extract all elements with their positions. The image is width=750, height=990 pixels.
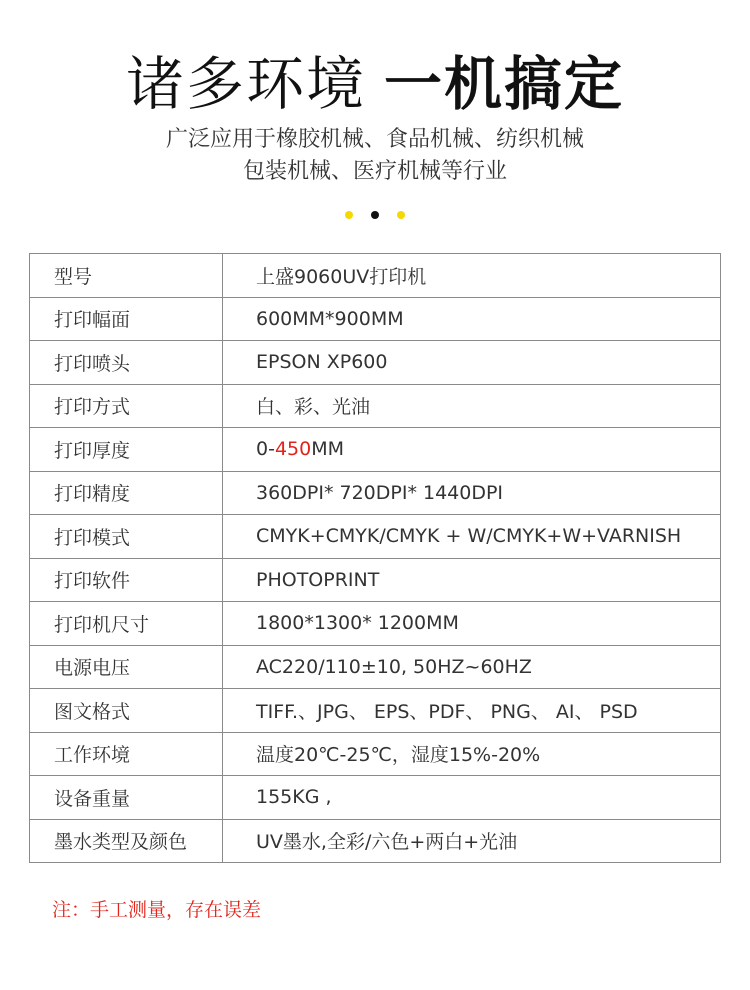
spec-value: 1800*1300* 1200MM	[223, 602, 721, 646]
spec-value: PHOTOPRINT	[223, 558, 721, 602]
spec-label: 设备重量	[30, 776, 223, 820]
subtitle-line-2: 包装机械、医疗机械等行业	[242, 159, 507, 184]
subtitle	[0, 124, 750, 188]
spec-label: 打印方式	[30, 384, 223, 428]
table-row	[30, 471, 721, 515]
table-row	[30, 732, 721, 776]
decorative-dots	[0, 211, 750, 221]
page-title	[0, 46, 750, 122]
spec-label: 打印模式	[30, 515, 223, 559]
spec-label: 墨水类型及颜色	[30, 819, 223, 863]
spec-value: CMYK+CMYK/CMYK + W/CMYK+W+VARNISH	[223, 515, 721, 559]
spec-label: 打印幅面	[30, 297, 223, 341]
spec-value: 360DPI* 720DPI* 1440DPI	[223, 471, 721, 515]
spec-label: 打印机尺寸	[30, 602, 223, 646]
spec-value: 温度20℃-25℃，湿度15%-20%	[223, 732, 721, 776]
spec-value: AC220/110±10, 50HZ~60HZ	[223, 645, 721, 689]
table-row	[30, 602, 721, 646]
title-light: 诸多环境	[125, 50, 366, 118]
spec-label: 电源电压	[30, 645, 223, 689]
yellow-dot-icon	[345, 211, 353, 219]
table-row	[30, 689, 721, 733]
thickness-highlight: 450	[274, 438, 312, 461]
yellow-dot-icon	[397, 211, 405, 219]
spec-value: TIFF.、JPG、 EPS、PDF、 PNG、 AI、 PSD	[223, 689, 721, 733]
spec-value: UV墨水,全彩/六色+两白+光油	[223, 819, 721, 863]
table-row	[30, 384, 721, 428]
spec-label: 打印喷头	[30, 341, 223, 385]
spec-label: 打印厚度	[30, 428, 223, 472]
spec-label: 工作环境	[30, 732, 223, 776]
spec-value: 白、彩、光油	[223, 384, 721, 428]
table-row	[30, 297, 721, 341]
spec-value: 600MM*900MM	[223, 297, 721, 341]
thickness-suffix: MM	[311, 438, 345, 461]
table-row	[30, 341, 721, 385]
spec-label: 打印精度	[30, 471, 223, 515]
table-row	[30, 645, 721, 689]
table-row	[30, 776, 721, 820]
table-row	[30, 428, 721, 472]
title-bold: 一机搞定	[384, 50, 625, 118]
spec-table	[29, 253, 721, 863]
measurement-note: 注：手工测量，存在误差	[52, 899, 262, 921]
spec-value: EPSON XP600	[223, 341, 721, 385]
spec-value	[223, 428, 721, 472]
spec-label: 型号	[30, 254, 223, 298]
thickness-prefix: 0-	[256, 438, 275, 461]
spec-value: 155KG ,	[223, 776, 721, 820]
table-row	[30, 819, 721, 863]
spec-value: 上盛9060UV打印机	[223, 254, 721, 298]
table-row	[30, 558, 721, 602]
spec-label: 图文格式	[30, 689, 223, 733]
table-row	[30, 515, 721, 559]
spec-label: 打印软件	[30, 558, 223, 602]
table-row	[30, 254, 721, 298]
black-dot-icon	[371, 211, 379, 219]
subtitle-line-1: 广泛应用于橡胶机械、食品机械、纺织机械	[165, 127, 584, 152]
